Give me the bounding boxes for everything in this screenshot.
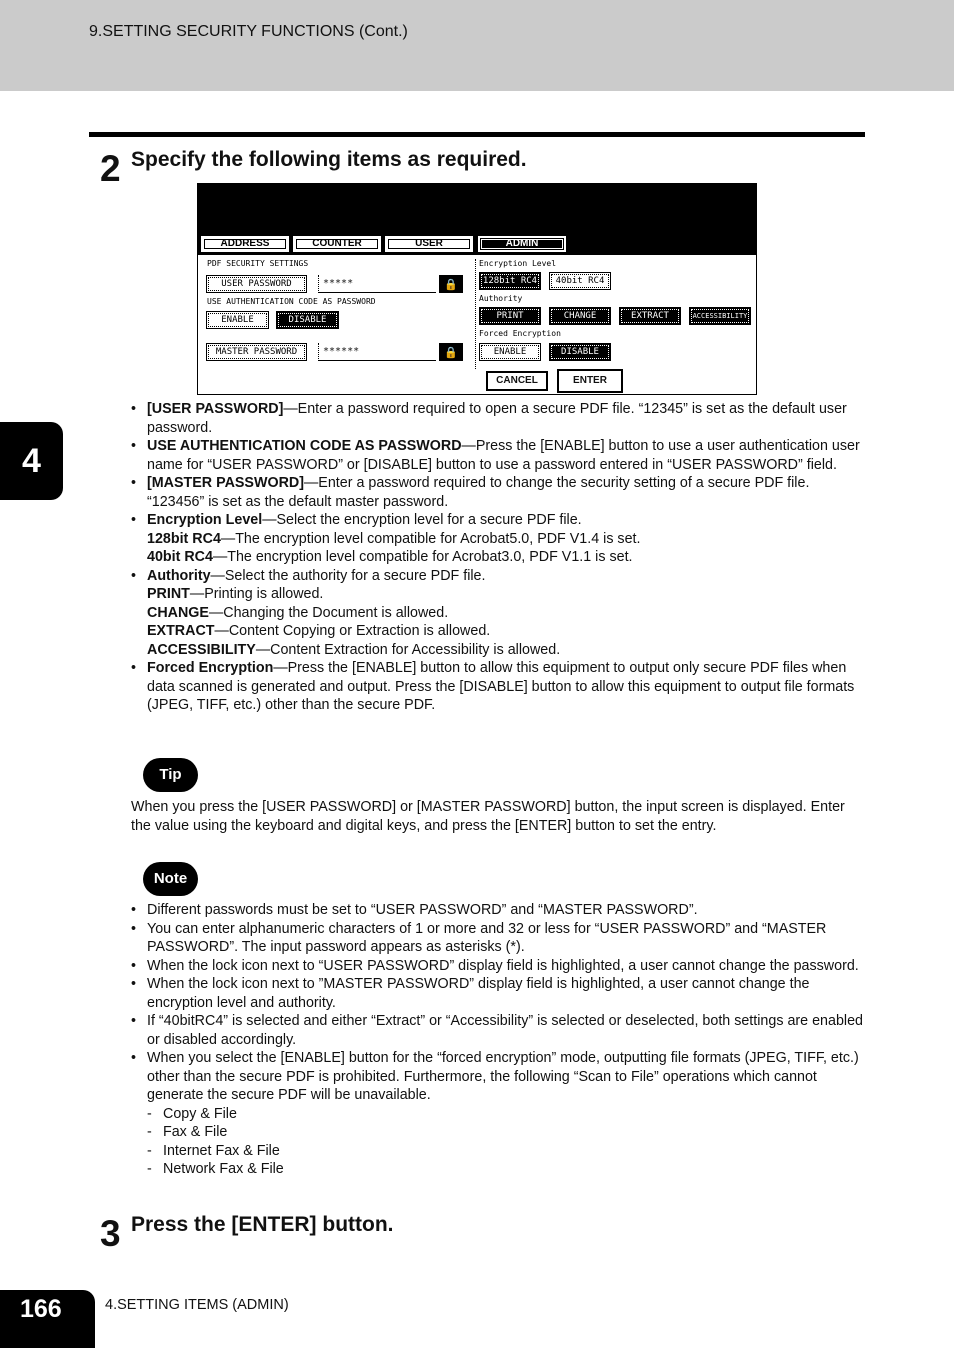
- forced-disable-button[interactable]: DISABLE: [549, 343, 611, 361]
- sub-text: —Changing the Document is allowed.: [208, 604, 449, 621]
- note-item: • If “40bitRC4” is selected and either “Extract” or “Accessibility” is selected or deselected, both settings are enabled or disabled accordingly.: [131, 1012, 866, 1049]
- sub-item: [147, 641, 866, 660]
- tab-address[interactable]: ADDRESS: [201, 236, 289, 252]
- item-term: USE AUTHENTICATION CODE AS PASSWORD: [147, 438, 462, 454]
- dash-item: - Copy & File: [147, 1105, 866, 1124]
- list-item: [131, 400, 866, 437]
- sub-item: [147, 548, 866, 567]
- sub-text: —Content Copying or Extraction is allowed.: [214, 623, 491, 639]
- step-3-title: Press the [ENTER] button.: [131, 1213, 394, 1236]
- auth-disable-button[interactable]: DISABLE: [276, 311, 339, 329]
- accessibility-button[interactable]: ACCESSIBILITY: [689, 307, 751, 325]
- print-button[interactable]: PRINT: [479, 307, 541, 325]
- note-item: • When the lock icon next to “USER PASSWORD” display field is highlighted, a user cannot change the password.: [131, 957, 866, 976]
- cancel-button[interactable]: CANCEL: [486, 371, 548, 391]
- enter-button[interactable]: ENTER: [557, 369, 623, 393]
- sub-item: [147, 604, 866, 623]
- header-title: 9.SETTING SECURITY FUNCTIONS (Cont.): [89, 23, 408, 40]
- step-3-number: 3: [100, 1213, 121, 1254]
- forced-enable-button[interactable]: ENABLE: [479, 343, 541, 361]
- tip-text: When you press the [USER PASSWORD] or [MASTER PASSWORD] button, the input screen is displayed. Enter the value using the keyboard and digital keys, and press the [ENTER] button to set the entry.: [131, 799, 845, 834]
- tab-counter[interactable]: COUNTER: [293, 236, 381, 252]
- item-text: —Press the [ENABLE] button to use a user authentication user name for “USER PASSWORD” or [DISABLE] button to use a password entered in “USER PASSWORD” field.: [147, 438, 860, 473]
- page-number: 166: [0, 1290, 95, 1348]
- section-title: PDF SECURITY SETTINGS: [207, 259, 309, 268]
- forced-encryption-label: Forced Encryption: [479, 329, 561, 338]
- dash-item: - Internet Fax & File: [147, 1142, 866, 1161]
- list-item: [131, 511, 866, 567]
- tip-badge: Tip: [143, 758, 198, 792]
- item-text: —Press the [ENABLE] button to allow this equipment to output only secure PDF files when data scanned is generated and output. Press the [DISABLE] button to allow this equipment to output file formats (JPEG, TIFF, etc.) other than the secure PDF.: [147, 660, 855, 713]
- step-2-title: Specify the following items as required.: [131, 148, 527, 171]
- encryption-level-label: Encryption Level: [479, 259, 557, 268]
- sub-term: PRINT: [147, 586, 190, 602]
- sub-term: 40bit RC4: [147, 549, 213, 565]
- step-2-number: 2: [100, 148, 121, 189]
- note-item: • You can enter alphanumeric characters of 1 or more and 32 or less for “USER PASSWORD” and “MASTER PASSWORD”. The input password appears as asterisks (*).: [131, 920, 866, 957]
- sub-term: CHANGE: [147, 604, 209, 621]
- note-item-text: When you select the [ENABLE] button for the “forced encryption” mode, outputting file formats (JPEG, TIFF, etc.) other than the secure PDF is prohibited. Furthermore, the following “Scan to File” operations which cannot generate the secure PDF will be unavailable.: [147, 1050, 859, 1103]
- master-password-button[interactable]: MASTER PASSWORD: [206, 343, 307, 361]
- list-item: [131, 567, 866, 660]
- item-text: —Enter a password required to change the security setting of a secure PDF file. “123456” is set as the default master password.: [147, 475, 810, 510]
- dash-item: - Fax & File: [147, 1123, 866, 1142]
- dash-item: - Network Fax & File: [147, 1160, 866, 1179]
- item-text: —Select the encryption level for a secure PDF file.: [262, 512, 582, 528]
- sub-text: —The encryption level compatible for Acrobat5.0, PDF V1.4 is set.: [220, 530, 641, 547]
- note-list: [131, 901, 866, 1179]
- settings-item-list: [131, 400, 866, 715]
- encryption-40-button[interactable]: 40bit RC4: [549, 272, 611, 290]
- use-auth-label: USE AUTHENTICATION CODE AS PASSWORD: [207, 297, 376, 306]
- note-item: [131, 1049, 866, 1179]
- sub-term: 128bit RC4: [147, 530, 221, 547]
- user-password-field: *****: [318, 275, 436, 293]
- sub-term: ACCESSIBILITY: [147, 641, 256, 658]
- lock-icon[interactable]: 🔒: [439, 275, 463, 293]
- item-text: —Select the authority for a secure PDF file.: [210, 567, 486, 584]
- item-term: Encryption Level: [147, 512, 263, 528]
- encryption-128-button[interactable]: 128bit RC4: [479, 272, 541, 290]
- note-item: • Different passwords must be set to “USER PASSWORD” and “MASTER PASSWORD”.: [131, 901, 866, 920]
- sub-item: [147, 622, 866, 641]
- sub-item: [147, 585, 866, 604]
- master-password-field: ******: [318, 343, 436, 361]
- section-rule: [89, 132, 865, 137]
- divider: [475, 259, 476, 369]
- footer-section: 4.SETTING ITEMS (ADMIN): [105, 1297, 289, 1313]
- item-term: Authority: [147, 567, 211, 584]
- sub-term: EXTRACT: [147, 623, 215, 639]
- item-term: Forced Encryption: [147, 660, 274, 676]
- sub-text: —Content Extraction for Accessibility is allowed.: [255, 641, 561, 658]
- user-password-button[interactable]: USER PASSWORD: [206, 275, 307, 293]
- note-item: • When the lock icon next to ”MASTER PASSWORD” display field is highlighted, a user cannot change the encryption level and authority.: [131, 975, 866, 1012]
- item-text: —Enter a password required to open a secure PDF file. “12345” is set as the default user password.: [147, 401, 847, 436]
- sub-text: —The encryption level compatible for Acrobat3.0, PDF V1.1 is set.: [212, 549, 633, 565]
- lock-icon[interactable]: 🔒: [439, 343, 463, 361]
- change-button[interactable]: CHANGE: [549, 307, 611, 325]
- list-item: [131, 474, 866, 511]
- note-badge: Note: [143, 862, 198, 896]
- tab-admin[interactable]: ADMIN: [478, 236, 566, 252]
- pdf-security-screen: [197, 183, 757, 395]
- list-item: [131, 437, 866, 474]
- item-term: [USER PASSWORD]: [147, 401, 284, 417]
- auth-enable-button[interactable]: ENABLE: [206, 311, 269, 329]
- extract-button[interactable]: EXTRACT: [619, 307, 681, 325]
- chapter-tab: 4: [0, 422, 63, 500]
- item-term: [MASTER PASSWORD]: [147, 475, 304, 491]
- tab-user[interactable]: USER: [385, 236, 473, 252]
- sub-item: [147, 530, 866, 549]
- authority-label: Authority: [479, 294, 523, 303]
- list-item: [131, 659, 866, 715]
- sub-text: —Printing is allowed.: [189, 586, 324, 602]
- page-header: [0, 0, 954, 91]
